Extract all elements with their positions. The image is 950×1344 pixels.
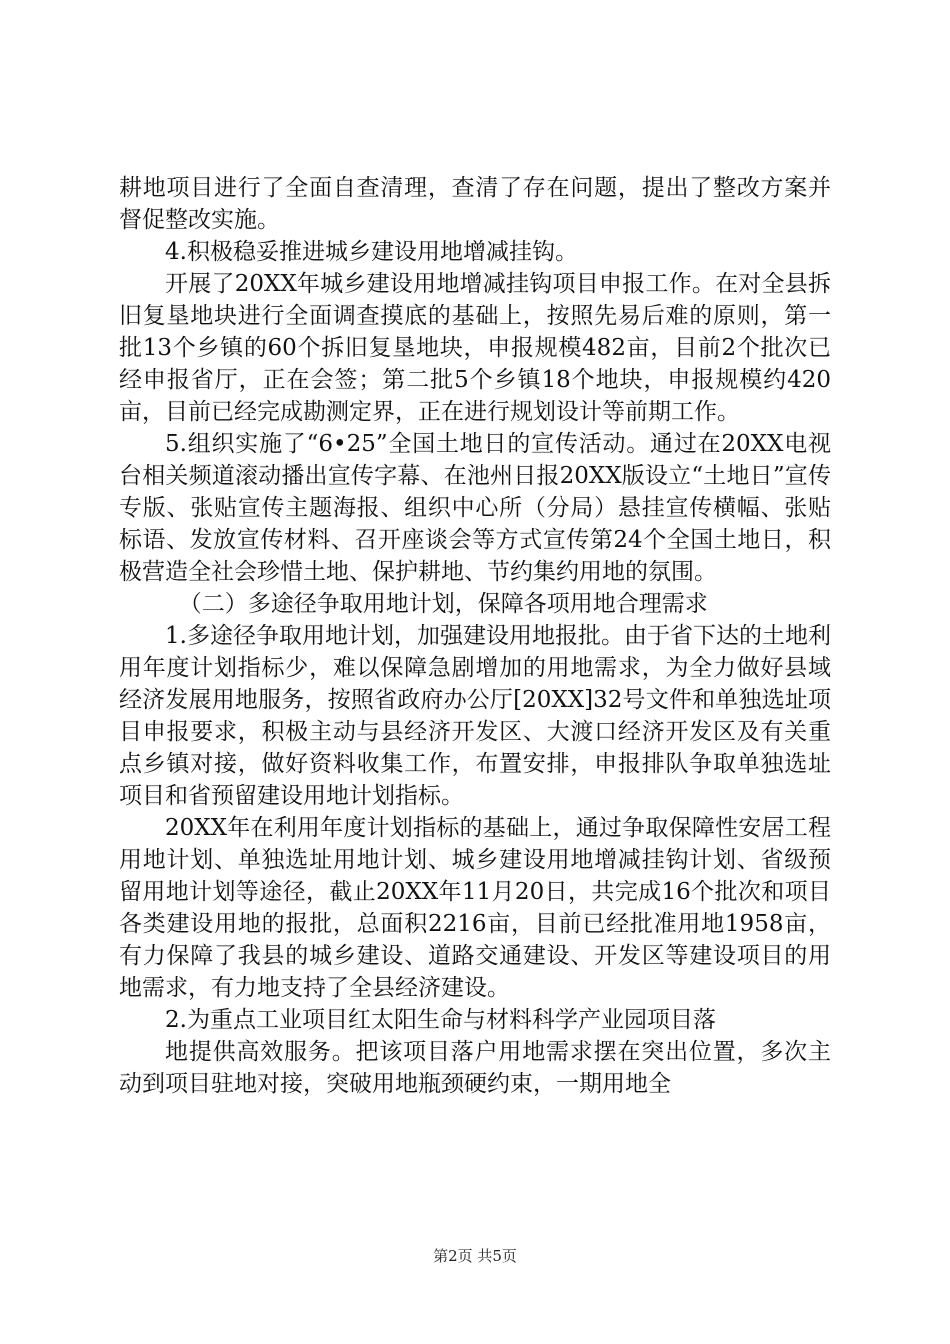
paragraph-section2-item-2-title: 2.为重点工业项目红太阳生命与材料科学产业园项目落 [165,1007,716,1033]
paragraph-section2-item-2-body: 地提供高效服务。把该项目落户用地需求摆在突出位置，多次主动到项目驻地对接，突破用地瓶颈硬约束，一期用地全 [119,1039,831,1097]
paragraph-continuation: 耕地项目进行了全面自查清理，查清了存在问题，提出了整改方案并督促整改实施。 [119,175,831,233]
paragraph-item-5: 5.组织实施了“6•25”全国土地日的宣传活动。通过在20XX电视台相关频道滚动播出宣传字幕、在池州日报20XX版设立“土地日”宣传专版、张贴宣传主题海报、组织中心所（分局）悬挂宣传横幅、张贴标语、发放宣传材料、召开座谈会等方式宣传第24个全国土地日，积极营造全社会珍惜土地、保护耕地、节约集约用地的氛围。 [119,431,831,585]
page-number-footer: 第2页 共5页 [433,1247,517,1265]
paragraph-section2-summary: 20XX年在利用年度计划指标的基础上，通过争取保障性安居工程用地计划、单独选址用地计划、城乡建设用地增减挂钩计划、省级预留用地计划等途径，截止20XX年11月20日，共完成16个批次和项目各类建设用地的报批，总面积2216亩，目前已经批准用地1958亩，有力保障了我县的城乡建设、道路交通建设、开发区等建设项目的用地需求，有力地支持了全县经济建设。 [119,815,831,1001]
section-heading-2: （二）多途径争取用地计划，保障各项用地合理需求 [178,591,708,617]
document-body [119,172,831,1100]
paragraph-section2-item-1: 1.多途径争取用地计划，加强建设用地报批。由于省下达的土地利用年度计划指标少，难以保障急剧增加的用地需求，为全力做好县域经济发展用地服务，按照省政府办公厅[20XX]32号文件和单独选址项目申报要求，积极主动与县经济开发区、大渡口经济开发区及有关重点乡镇对接，做好资料收集工作，布置安排，申报排队争取单独选址项目和省预留建设用地计划指标。 [119,623,831,809]
paragraph-item-4-body: 开展了20XX年城乡建设用地增减挂钩项目申报工作。在对全县拆旧复垦地块进行全面调查摸底的基础上，按照先易后难的原则，第一批13个乡镇的60个拆旧复垦地块，申报规模482亩，目前2个批次已经申报省厅，正在会签；第二批5个乡镇18个地块，申报规模约420亩，目前已经完成勘测定界，正在进行规划设计等前期工作。 [119,271,831,425]
paragraph-item-4-title: 4.积极稳妥推进城乡建设用地增减挂钩。 [165,239,578,265]
